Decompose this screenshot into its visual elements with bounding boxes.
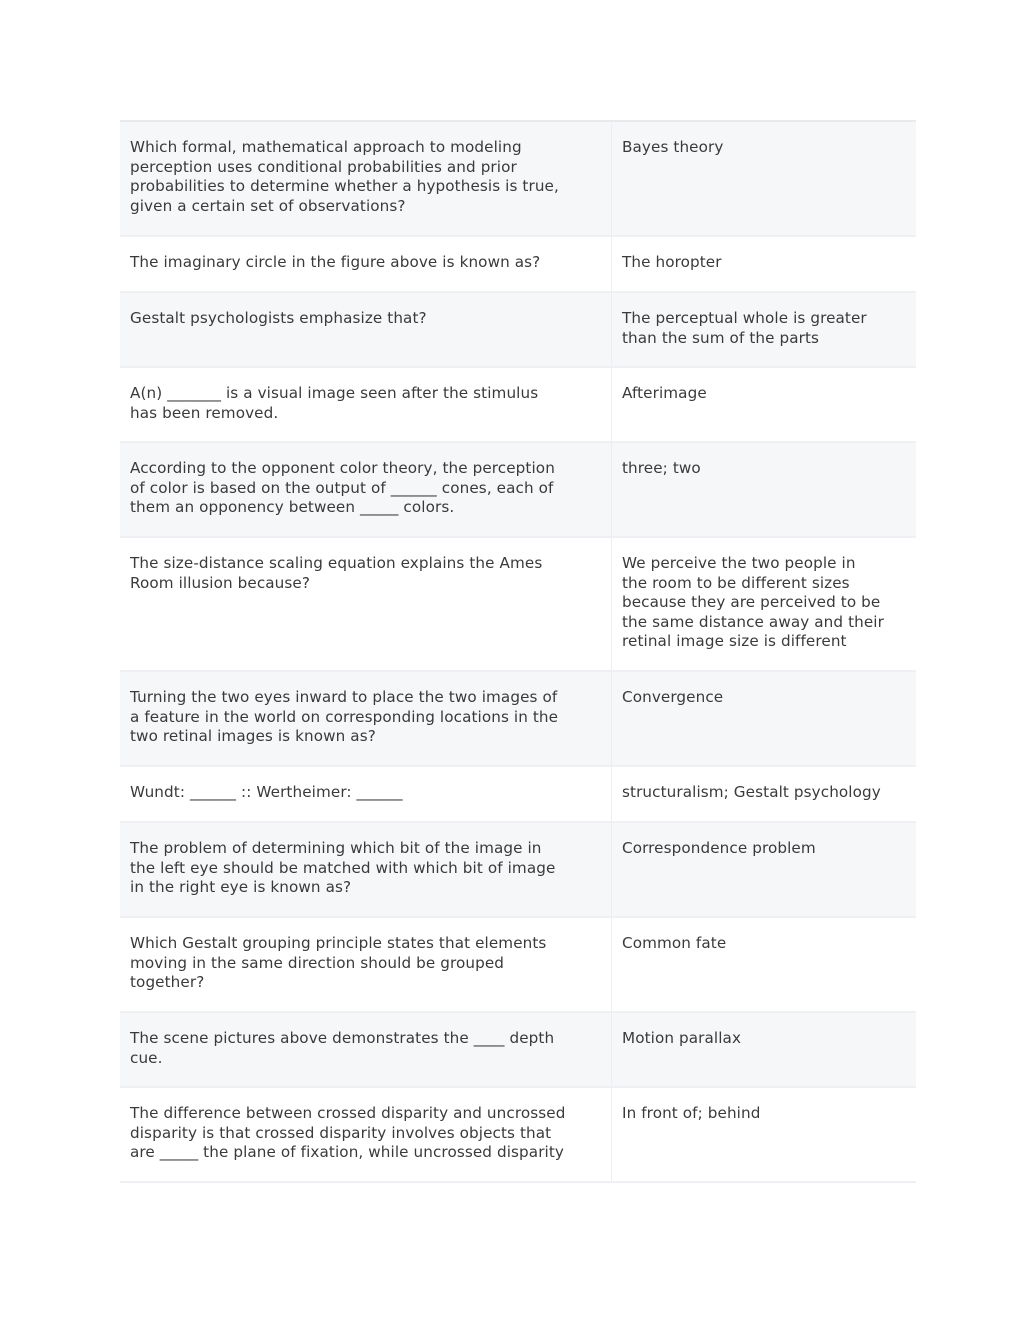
- flashcard-table: [120, 120, 916, 1183]
- card-definition: In front of; behind: [622, 1104, 761, 1122]
- card-row: [120, 767, 916, 823]
- card-row: [120, 293, 916, 368]
- card-row: [120, 1013, 916, 1088]
- card-term: Which Gestalt grouping principle states that elements moving in the same direction should be grouped together?: [120, 918, 612, 1011]
- card-definition: Correspondence problem: [622, 839, 816, 857]
- card-term: The size-distance scaling equation explains the Ames Room illusion because?: [120, 538, 612, 670]
- card-row: [120, 237, 916, 293]
- card-definition: The perceptual whole is greater than the sum of the parts: [622, 309, 867, 347]
- card-term: Gestalt psychologists emphasize that?: [120, 293, 612, 366]
- card-row: [120, 918, 916, 1013]
- card-term: The difference between crossed disparity and uncrossed disparity is that crossed disparity involves objects that are _____ the plane of fixation, while uncrossed disparity: [120, 1088, 612, 1181]
- card-row: [120, 823, 916, 918]
- card-row: [120, 672, 916, 767]
- card-definition: We perceive the two people in the room to be different sizes because they are perceived to be the same distance away and their retinal image size is different: [622, 554, 884, 650]
- card-term: Wundt: ______ :: Wertheimer: ______: [120, 767, 612, 821]
- card-term: A(n) _______ is a visual image seen after the stimulus has been removed.: [120, 368, 612, 441]
- card-row: [120, 1088, 916, 1183]
- card-term: According to the opponent color theory, the perception of color is based on the output of ______ cones, each of them an opponency between _____ colors.: [120, 443, 612, 536]
- card-definition: Convergence: [622, 688, 724, 706]
- card-term: The scene pictures above demonstrates the ____ depth cue.: [120, 1013, 612, 1086]
- card-term: The imaginary circle in the figure above is known as?: [120, 237, 612, 291]
- card-definition: Common fate: [622, 934, 727, 952]
- card-row: [120, 368, 916, 443]
- card-definition: structuralism; Gestalt psychology: [622, 783, 881, 801]
- card-definition: The horopter: [622, 253, 722, 271]
- card-row: [120, 538, 916, 672]
- card-definition: three; two: [622, 459, 701, 477]
- card-definition: Afterimage: [622, 384, 707, 402]
- card-definition: Motion parallax: [622, 1029, 742, 1047]
- card-term: The problem of determining which bit of the image in the left eye should be matched with which bit of image in the right eye is known as?: [120, 823, 612, 916]
- card-term: Which formal, mathematical approach to modeling perception uses conditional probabilities and prior probabilities to determine whether a hypothesis is true, given a certain set of observations?: [120, 122, 612, 235]
- card-row: [120, 443, 916, 538]
- card-term: Turning the two eyes inward to place the two images of a feature in the world on corresponding locations in the two retinal images is known as?: [120, 672, 612, 765]
- card-definition: Bayes theory: [622, 138, 724, 156]
- card-row: [120, 122, 916, 237]
